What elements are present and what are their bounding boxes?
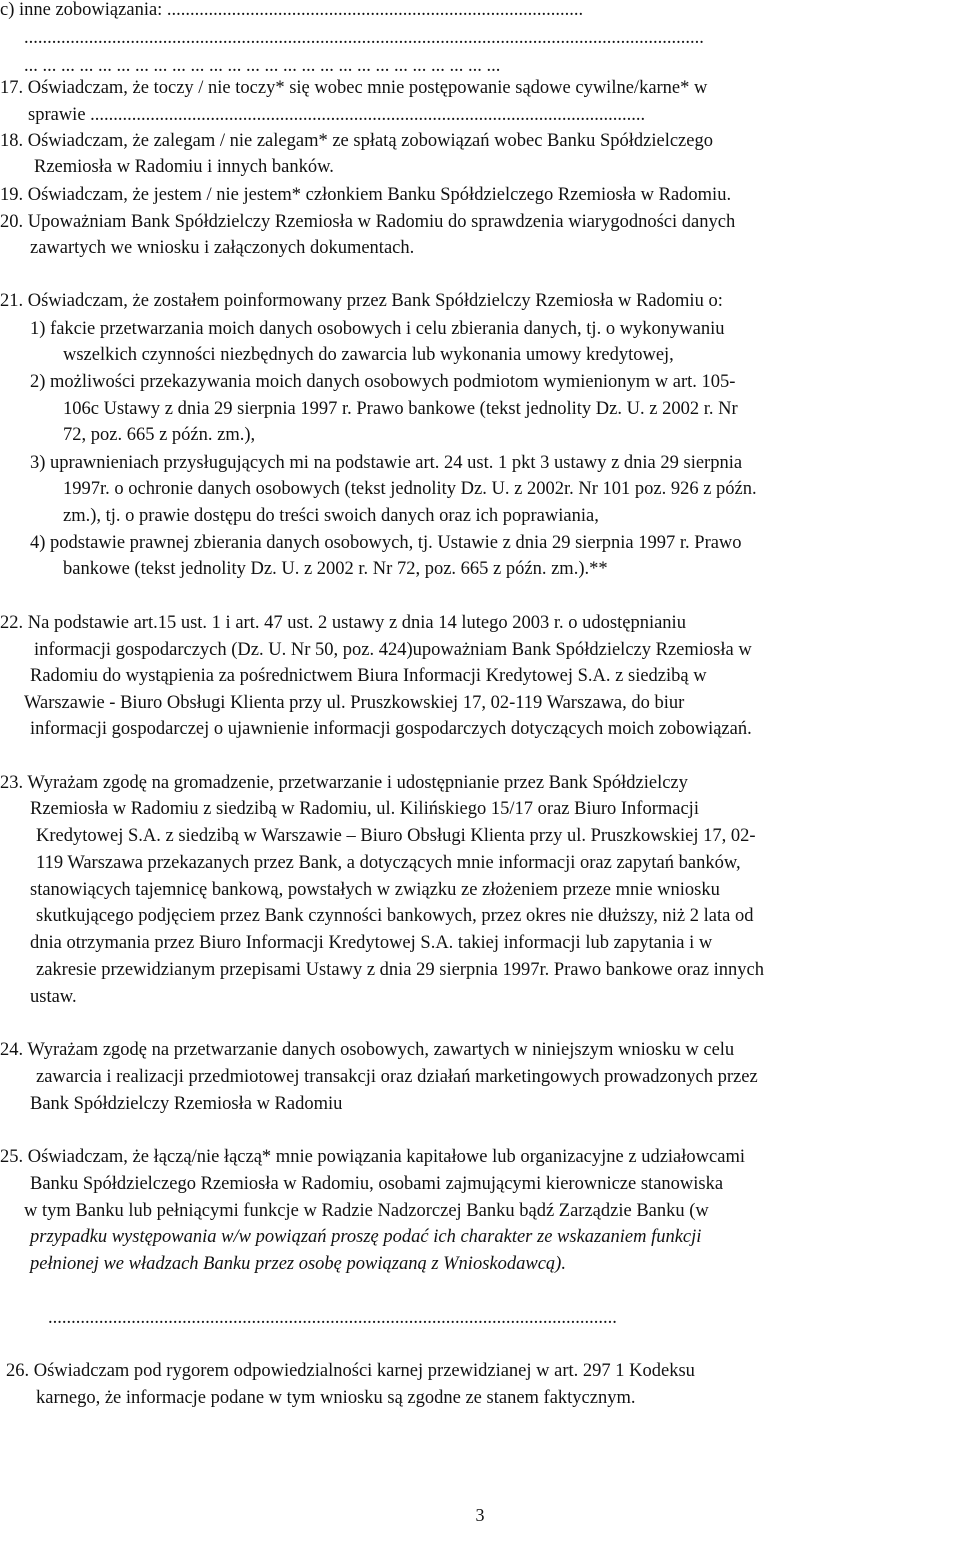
doc-line: skutkującego podjęciem przez Bank czynności bankowych, przez okres nie dłuższy, niż 2 lata od xyxy=(36,906,754,926)
doc-line: 20. Upoważniam Bank Spółdzielczy Rzemiosła w Radomiu do sprawdzenia wiarygodności danych xyxy=(0,212,736,232)
doc-line: Rzemiosła w Radomiu z siedzibą w Radomiu, ul. Kilińskiego 15/17 oraz Biuro Informacji xyxy=(30,799,699,819)
doc-line: sprawie ........................................................................................................................ xyxy=(28,105,646,125)
doc-line: pełnionej we władzach Banku przez osobę powiązaną z Wnioskodawcą). xyxy=(30,1254,566,1274)
doc-line: 1) fakcie przetwarzania moich danych osobowych i celu zbierania danych, tj. o wykonywaniu xyxy=(30,319,725,339)
doc-line: ................................................................................................................................................... xyxy=(24,28,704,48)
doc-line: Rzemiosła w Radomiu i innych banków. xyxy=(34,157,334,177)
doc-line: zawarcia i realizacji przedmiotowej transakcji oraz działań marketingowych prowadzonych przez xyxy=(36,1067,758,1087)
page-number: 3 xyxy=(475,1505,485,1525)
doc-line: 119 Warszawa przekazanych przez Bank, a dotyczących mnie informacji oraz zapytań banków, xyxy=(36,853,741,873)
doc-line: 25. Oświadczam, że łączą/nie łączą* mnie powiązania kapitałowe lub organizacyjne z udziałowcami xyxy=(0,1147,745,1167)
doc-line: wszelkich czynności niezbędnych do zawarcia lub wykonania umowy kredytowej, xyxy=(63,345,674,365)
doc-line: dnia otrzymania przez Biuro Informacji Kredytowej S.A. takiej informacji lub zapytania i w xyxy=(30,933,713,953)
doc-line: c) inne zobowiązania: .......................................................................................... xyxy=(0,0,584,20)
doc-line: 21. Oświadczam, że zostałem poinformowany przez Bank Spółdzielczy Rzemiosła w Radomiu o: xyxy=(0,291,723,311)
doc-line: 26. Oświadczam pod rygorem odpowiedzialności karnej przewidzianej w art. 297 1 Kodeksu xyxy=(6,1361,695,1381)
doc-line: stanowiących tajemnicę bankową, powstałych w związku ze złożeniem przeze mnie wniosku xyxy=(30,880,720,900)
doc-line: Kredytowej S.A. z siedzibą w Warszawie – Biuro Obsługi Klienta przy ul. Pruszkowskiej 17, 02- xyxy=(36,826,756,846)
doc-line: 72, poz. 665 z późn. zm.), xyxy=(63,425,256,445)
doc-line: przypadku występowania w/w powiązań proszę podać ich charakter ze wskazaniem funkcji xyxy=(30,1227,702,1247)
doc-line: zm.), tj. o prawie dostępu do treści swoich danych oraz ich poprawiania, xyxy=(63,506,599,526)
doc-line: 17. Oświadczam, że toczy / nie toczy* się wobec mnie postępowanie sądowe cywilne/karne* w xyxy=(0,78,708,98)
doc-line: Radomiu do wystąpienia za pośrednictwem Biura Informacji Kredytowej S.A. z siedzibą w xyxy=(30,666,707,686)
doc-line: informacji gospodarczej o ujawnienie informacji gospodarczych dotyczących moich zobowiązań. xyxy=(30,719,752,739)
doc-line: 19. Oświadczam, że jestem / nie jestem* członkiem Banku Spółdzielczego Rzemiosła w Radomiu. xyxy=(0,185,732,205)
doc-line: zakresie przewidzianym przepisami Ustawy z dnia 29 sierpnia 1997r. Prawo bankowe oraz innych xyxy=(36,960,764,980)
doc-line: Banku Spółdzielczego Rzemiosła w Radomiu, osobami zajmującymi kierownicze stanowiska xyxy=(30,1174,724,1194)
doc-line: bankowe (tekst jednolity Dz. U. z 2002 r. Nr 72, poz. 665 z późn. zm.).** xyxy=(63,559,608,579)
doc-line: w tym Banku lub pełniącymi funkcje w Radzie Nadzorczej Banku bądź Zarządzie Banku (w xyxy=(24,1201,709,1221)
doc-line: 4) podstawie prawnej zbierania danych osobowych, tj. Ustawie z dnia 29 sierpnia 1997 r. Prawo xyxy=(30,533,742,553)
doc-line: karnego, że informacje podane w tym wniosku są zgodne ze stanem faktycznym. xyxy=(36,1388,636,1408)
doc-line: informacji gospodarczych (Dz. U. Nr 50, poz. 424)upoważniam Bank Spółdzielczy Rzemiosła w xyxy=(34,640,752,660)
doc-line: zawartych we wniosku i załączonych dokumentach. xyxy=(30,238,415,258)
doc-line: 23. Wyrażam zgodę na gromadzenie, przetwarzanie i udostępnianie przez Bank Spółdzielczy xyxy=(0,773,688,793)
doc-line: 24. Wyrażam zgodę na przetwarzanie danych osobowych, zawartych w niniejszym wniosku w celu xyxy=(0,1040,735,1060)
doc-line: 18. Oświadczam, że zalegam / nie zalegam* ze spłatą zobowiązań wobec Banku Spółdzielczego xyxy=(0,131,713,151)
doc-line: 3) uprawnieniach przysługujących mi na podstawie art. 24 ust. 1 pkt 3 ustawy z dnia 29 sierpnia xyxy=(30,453,743,473)
doc-line: Warszawie - Biuro Obsługi Klienta przy ul. Pruszkowskiej 17, 02-119 Warszawa, do biur xyxy=(24,693,685,713)
doc-line: Bank Spółdzielczy Rzemiosła w Radomiu xyxy=(30,1094,343,1114)
doc-line: 2) możliwości przekazywania moich danych osobowych podmiotom wymienionym w art. 105- xyxy=(30,372,736,392)
doc-line: ........................................................................................................................... xyxy=(48,1308,617,1328)
doc-line: 1997r. o ochronie danych osobowych (tekst jednolity Dz. U. z 2002r. Nr 101 poz. 926 z późn. xyxy=(63,479,757,499)
doc-line: 106c Ustawy z dnia 29 sierpnia 1997 r. Prawo bankowe (tekst jednolity Dz. U. z 2002 r. Nr xyxy=(63,399,738,419)
doc-line: ... ... ... ... ... ... ... ... ... ... ... ... ... ... ... ... ... ... ... ... ... ... ... ... ... ... xyxy=(24,56,501,76)
doc-line: ustaw. xyxy=(30,987,77,1007)
doc-line: 22. Na podstawie art.15 ust. 1 i art. 47 ust. 2 ustawy z dnia 14 lutego 2003 r. o udostępnianiu xyxy=(0,613,686,633)
